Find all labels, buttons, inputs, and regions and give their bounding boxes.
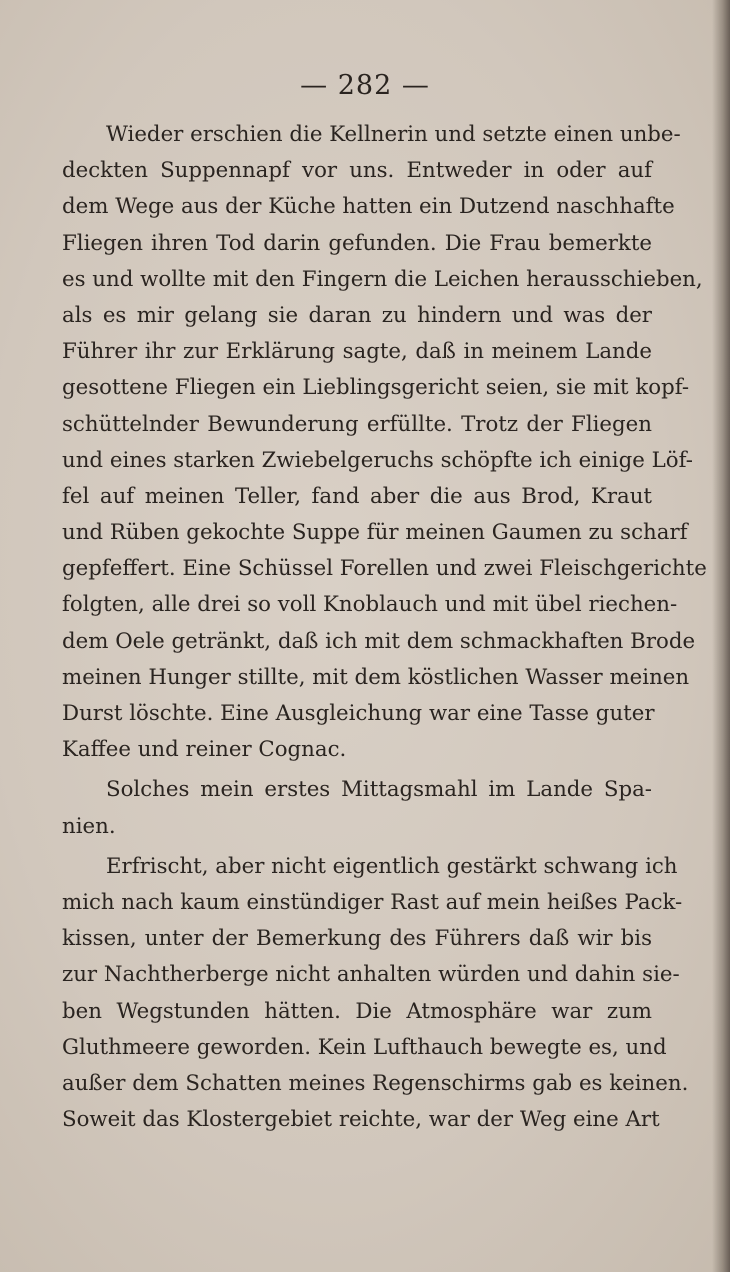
text-line: gesottene Fliegen ein Lieblingsgericht seien, sie mit kopf- (62, 375, 690, 401)
text-line: zur Nachtherberge nicht anhalten würden und dahin sie- (62, 962, 680, 988)
body-text (62, 117, 707, 1138)
text-line: dem Wege aus der Küche hatten ein Dutzend naschhafte (62, 194, 675, 220)
text-line: als es mir gelang sie daran zu hindern und was der (62, 302, 652, 328)
text-line: schüttelnder Bewunderung erfüllte. Trotz der Fliegen (62, 411, 652, 437)
text-line: deckten Suppennapf vor uns. Entweder in oder auf (62, 158, 652, 184)
page-edge-shadow (712, 0, 730, 1272)
text-line: kissen, unter der Bemerkung des Führers daß wir bis (62, 926, 652, 952)
text-line: es und wollte mit den Fingern die Leichen herausschieben, (62, 266, 703, 292)
text-line: fel auf meinen Teller, fand aber die aus Brod, Kraut (62, 483, 652, 509)
page-number: — 282 — (300, 70, 430, 101)
text-line: Fliegen ihren Tod darin gefunden. Die Frau bemerkte (62, 230, 652, 256)
text-line: Solches mein erstes Mittagsmahl im Lande Spa- (106, 777, 652, 803)
text-line: Führer ihr zur Erklärung sagte, daß in meinem Lande (62, 339, 652, 365)
text-line: und eines starken Zwiebelgeruchs schöpfte ich einige Löf- (62, 447, 693, 473)
text-line: Kaffee und reiner Cognac. (62, 737, 347, 763)
text-line: Durst löschte. Eine Ausgleichung war eine Tasse guter (62, 701, 655, 726)
text-line: folgten, alle drei so voll Knoblauch und mit übel riechen- (62, 592, 678, 618)
text-line: gepfeffert. Eine Schüssel Forellen und zwei Fleischgerichte (62, 556, 707, 582)
text-line: und Rüben gekochte Suppe für meinen Gaumen zu scharf (62, 520, 688, 546)
text-line: nien. (62, 813, 116, 839)
text-line: außer dem Schatten meines Regenschirms gab es keinen. (62, 1070, 689, 1096)
text-line: meinen Hunger stillte, mit dem köstlichen Wasser meinen (62, 664, 690, 690)
text-line: Gluthmeere geworden. Kein Lufthauch bewegte es, und (62, 1034, 667, 1060)
text-line: ben Wegstunden hätten. Die Atmosphäre war zum (62, 998, 652, 1024)
text-line: dem Oele getränkt, daß ich mit dem schmackhaften Brode (62, 628, 696, 654)
text-line: Soweit das Klostergebiet reichte, war der Weg eine Art (62, 1107, 660, 1133)
text-line: Wieder erschien die Kellnerin und setzte einen unbe- (106, 122, 681, 147)
text-line: Erfrischt, aber nicht eigentlich gestärkt schwang ich (106, 853, 678, 879)
text-line: mich nach kaum einstündiger Rast auf mein heißes Pack- (62, 889, 683, 915)
